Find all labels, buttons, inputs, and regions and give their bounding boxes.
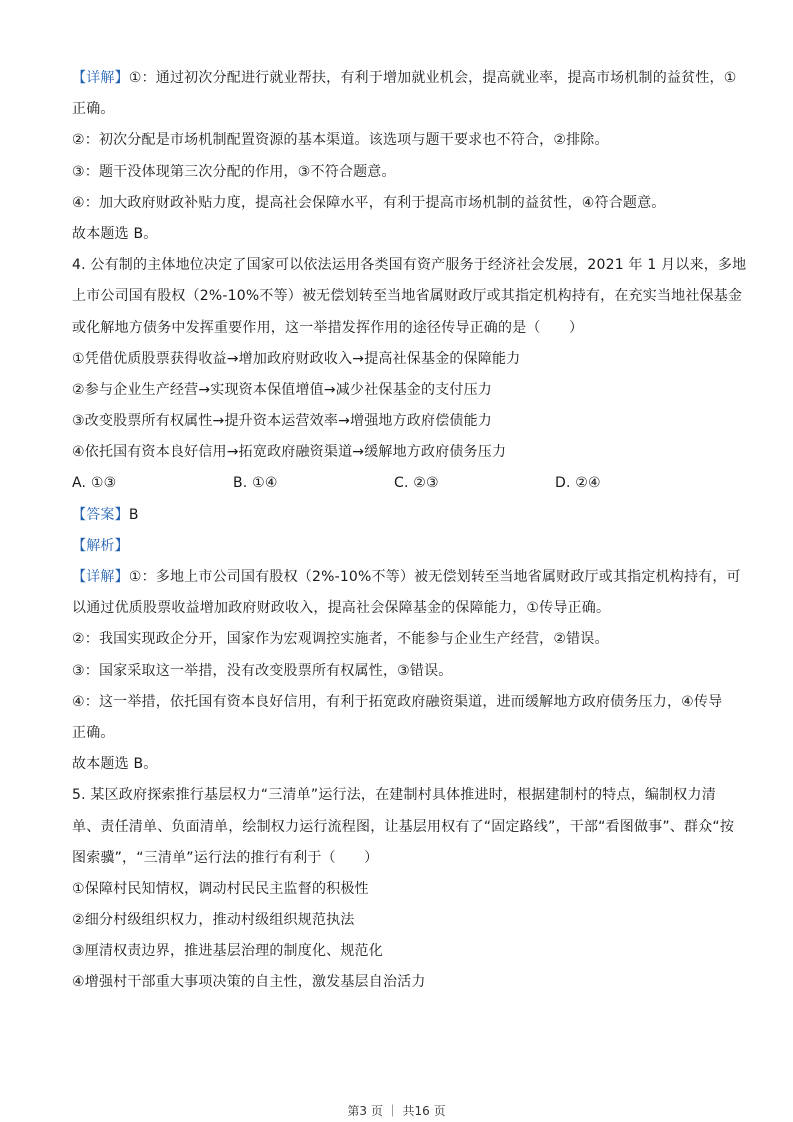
q4-conclusion: 故本题选 B。	[72, 756, 158, 773]
q3-conclusion: 故本题选 B。	[72, 225, 158, 242]
page-footer	[0, 1102, 793, 1119]
q3-detail-line-2: 正确。	[72, 101, 115, 118]
q3-detail-line-5: ④：加大政府财政补贴力度，提高社会保障水平，有利于提高市场机制的益贫性，④符合题意。	[72, 194, 666, 211]
q3-detail-line-4: ③：题干没体现第三次分配的作用，③不符合题意。	[72, 163, 396, 180]
q4-analysis-heading	[72, 531, 738, 562]
option-b: B. ①④	[233, 475, 278, 492]
q3-detail-line-3: ②：初次分配是市场机制配置资源的基本渠道。该选项与题干要求也不符合，②排除。	[72, 132, 609, 149]
q4-stem-line-2: 上市公司国有股权（2%-10%不等）被无偿划转至当地省属财政厅或其指定机构持有，在充实当地社保基金	[72, 288, 743, 305]
detail-tag: 【详解】	[72, 70, 129, 86]
q4-options	[72, 468, 738, 499]
q4-stem-line-3: 或化解地方债务中发挥重要作用，这一举措发挥作用的途径传导正确的是（ ）	[72, 319, 584, 336]
option-c: C. ②③	[394, 475, 439, 492]
q4-item-3: ③改变股票所有权属性→提升资本运营效率→增强地方政府偿债能力	[72, 413, 493, 430]
option-d: D. ②④	[555, 475, 601, 492]
q4-detail-line-2: 以通过优质股票收益增加政府财政收入，提高社会保障基金的保障能力，①传导正确。	[72, 600, 611, 617]
q5-stem-line-1: 5. 某区政府探索推行基层权力“三清单”运行法，在建制村具体推进时，根据建制村的特点，编制权力清	[72, 787, 716, 804]
q4-item-1: ①凭借优质股票获得收益→增加政府财政收入→提高社保基金的保障能力	[72, 350, 521, 367]
option-a: A. ①③	[72, 475, 117, 492]
q3-detail-line-1	[72, 63, 738, 94]
q4-stem-line-1: 4. 公有制的主体地位决定了国家可以依法运用各类国有资产服务于经济社会发展，2021 年 1 月以来，多地	[72, 257, 747, 274]
q5-item-3: ③厘清权责边界，推进基层治理的制度化、规范化	[72, 943, 383, 960]
q5-item-4: ④增强村干部重大事项决策的自主性，激发基层自治活力	[72, 974, 426, 991]
q4-answer	[72, 500, 738, 531]
page-number: 第3 页 ｜ 共16 页	[347, 1104, 446, 1118]
q4-detail-line-3: ②：我国实现政企分开，国家作为宏观调控实施者，不能参与企业生产经营，②错误。	[72, 631, 609, 648]
answer-tag: 【答案】	[72, 506, 129, 523]
detail-text: ①：多地上市公司国有股权（2%-10%不等）被无偿划转至当地省属财政厅或其指定机构持有，可	[128, 569, 741, 585]
q4-detail-line-6: 正确。	[72, 724, 115, 741]
q5-stem-line-3: 图索骥”，“三清单”运行法的推行有利于（ ）	[72, 849, 379, 866]
analysis-tag: 【解析】	[72, 537, 129, 554]
detail-tag: 【详解】	[72, 569, 129, 585]
q4-detail-line-5: ④：这一举措，依托国有资本良好信用，有利于拓宽政府融资渠道，进而缓解地方政府债务压力，④传导	[72, 693, 723, 710]
q4-item-2: ②参与企业生产经营→实现资本保值增值→减少社保基金的支付压力	[72, 381, 493, 398]
q4-detail-line-1	[72, 562, 741, 593]
q4-detail-line-4: ③：国家采取这一举措，没有改变股票所有权属性，③错误。	[72, 662, 453, 679]
answer-value: B	[128, 506, 139, 523]
page-content	[72, 63, 747, 999]
q5-item-1: ①保障村民知情权，调动村民民主监督的积极性	[72, 880, 369, 897]
detail-text: ①：通过初次分配进行就业帮扶，有利于增加就业机会，提高就业率，提高市场机制的益贫性，①	[128, 70, 737, 86]
q4-item-4: ④依托国有资本良好信用→拓宽政府融资渠道→缓解地方政府债务压力	[72, 444, 507, 461]
q5-item-2: ②细分村级组织权力，推动村级组织规范执法	[72, 912, 355, 929]
q5-stem-line-2: 单、责任清单、负面清单，绘制权力运行流程图，让基层用权有了“固定路线”，干部“看图做事”、群众“按	[72, 818, 735, 835]
